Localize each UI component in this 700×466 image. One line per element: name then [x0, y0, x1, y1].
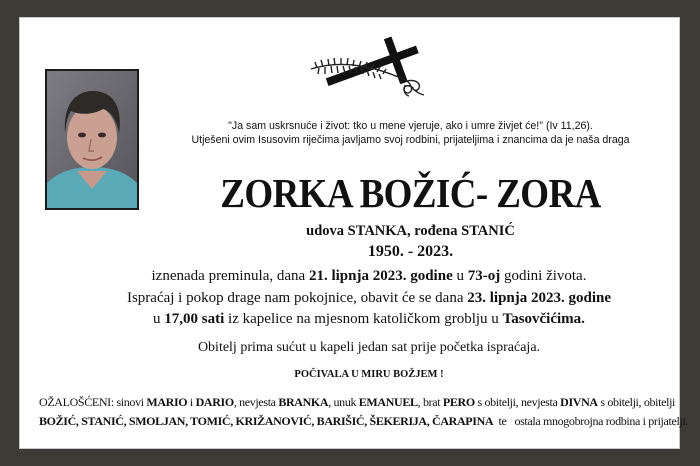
scripture-quote: [148, 119, 673, 147]
mourners-line-2: BOŽIĆ, STANIĆ, SMOLJAN, TOMIĆ, KRIŽANOVIĆ, BARIŠIĆ, ŠEKERIJA, ČARAPINA te ostala mnogobrojna rodbina i prijatelji.: [39, 414, 689, 428]
mourners-list: [39, 393, 689, 431]
deceased-name: ZORKA BOŽIĆ- ZORA: [220, 171, 601, 218]
obituary-notice: [19, 17, 689, 449]
portrait-image: [47, 71, 137, 208]
mourners-line-1: OŽALOŠĆENI: sinovi MARIO i DARIO, nevjesta BRANKA, unuk EMANUEL, brat PERO s obitelji, nevjesta DIVNA s obitelji, obitelji: [39, 395, 676, 409]
quote-line-2: Utješeni ovim Isusovim riječima javljamo svoj rodbini, prijateljima i znancima da je naša draga: [191, 134, 630, 146]
condolences-line: Obitelj prima sućut u kapeli jedan sat prije početka ispraćaja.: [197, 340, 541, 355]
portrait-photo: [45, 69, 139, 210]
quote-line-1: "Ja sam uskrsnuće i život: tko u mene vjeruje, ako i umre živjet će!" (Iv 11,26).: [228, 120, 593, 132]
announcement-line-3: u 17,00 sati iz kapelice na mjesnom katoličkom groblju u Tasovčićima.: [153, 311, 585, 327]
announcement: [60, 266, 678, 331]
announcement-line-1: iznenada preminula, dana 21. lipnja 2023. godine u 73-oj godini života.: [151, 268, 587, 284]
rest-in-peace: POČIVALA U MIRU BOŽJEM !: [294, 369, 444, 380]
cross-with-palm-icon: [307, 35, 437, 101]
announcement-line-2: Ispraćaj i pokop drage nam pokojnice, obavit će se dana 23. lipnja 2023. godine: [126, 289, 612, 306]
widow-line: udova STANKA, rođena STANIĆ: [306, 223, 515, 239]
life-years: 1950. - 2023.: [367, 243, 454, 260]
